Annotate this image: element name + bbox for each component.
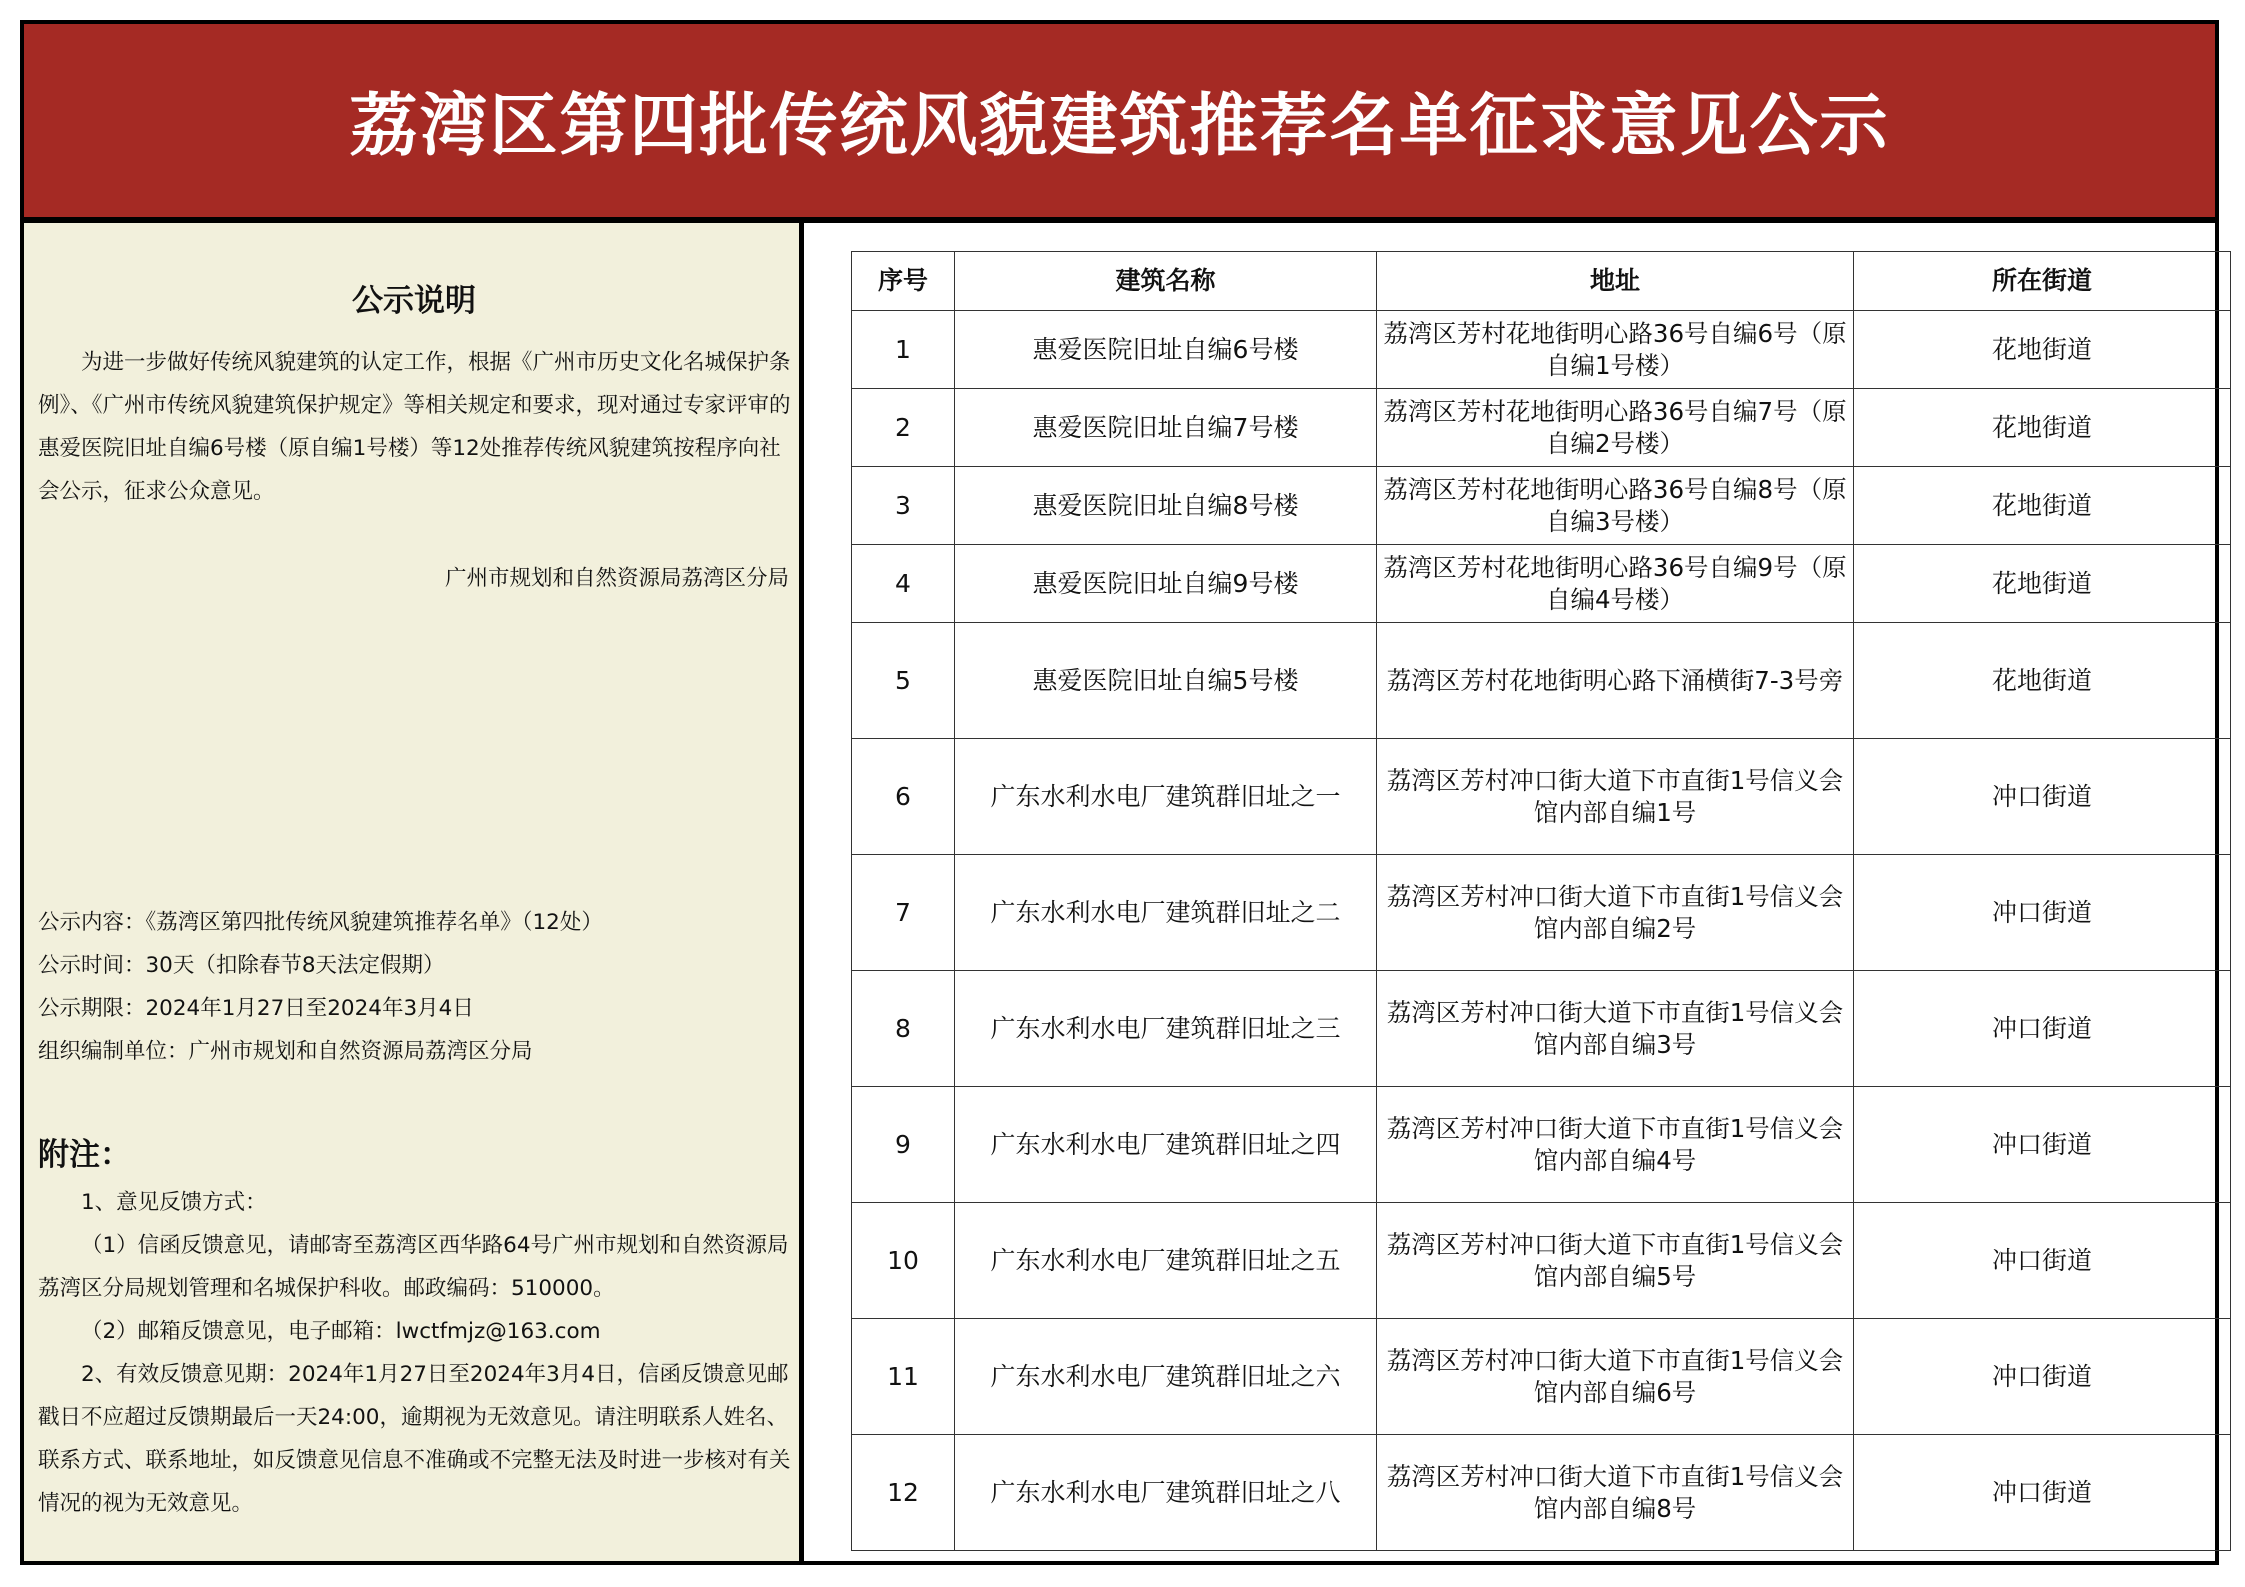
cell-no: 12 [852,1435,955,1551]
cell-address: 荔湾区芳村冲口街大道下市直街1号信义会馆内部自编4号 [1377,1087,1854,1203]
cell-no: 4 [852,545,955,623]
table-row [852,311,2231,389]
title-banner [24,24,2215,223]
note-item: （2）邮箱反馈意见，电子邮箱：lwctfmjz@163.com [81,1319,601,1344]
cell-street: 冲口街道 [1854,855,2231,971]
cell-address: 荔湾区芳村花地街明心路下涌横街7-3号旁 [1377,623,1854,739]
cell-no: 1 [852,311,955,389]
table-row [852,971,2231,1087]
explanation-signer: 广州市规划和自然资源局荔湾区分局 [444,566,789,591]
cell-street: 花地街道 [1854,389,2231,467]
info-time: 公示时间：30天（扣除春节8天法定假期） [38,953,445,978]
header-no: 序号 [852,252,955,311]
cell-street: 花地街道 [1854,311,2231,389]
table-row [852,545,2231,623]
cell-name: 广东水利水电厂建筑群旧址之二 [955,855,1377,971]
cell-address: 荔湾区芳村花地街明心路36号自编6号（原自编1号楼） [1377,311,1854,389]
notes-list [38,1181,796,1525]
cell-name: 惠爱医院旧址自编6号楼 [955,311,1377,389]
cell-name: 惠爱医院旧址自编5号楼 [955,623,1377,739]
list-panel [809,223,2215,1561]
cell-no: 6 [852,739,955,855]
cell-name: 广东水利水电厂建筑群旧址之四 [955,1087,1377,1203]
cell-address: 荔湾区芳村冲口街大道下市直街1号信义会馆内部自编5号 [1377,1203,1854,1319]
info-content: 公示内容：《荔湾区第四批传统风貌建筑推荐名单》（12处） [38,910,603,935]
cell-no: 2 [852,389,955,467]
table-row [852,855,2231,971]
table-row [852,389,2231,467]
cell-name: 广东水利水电厂建筑群旧址之八 [955,1435,1377,1551]
publicity-info [38,901,603,1073]
header-address: 地址 [1377,252,1854,311]
cell-no: 7 [852,855,955,971]
explanation-panel [24,223,804,1561]
table-row [852,623,2231,739]
cell-no: 9 [852,1087,955,1203]
cell-name: 惠爱医院旧址自编9号楼 [955,545,1377,623]
cell-street: 冲口街道 [1854,1087,2231,1203]
cell-address: 荔湾区芳村冲口街大道下市直街1号信义会馆内部自编1号 [1377,739,1854,855]
cell-street: 冲口街道 [1854,739,2231,855]
info-organizer: 组织编制单位：广州市规划和自然资源局荔湾区分局 [38,1039,533,1064]
cell-street: 冲口街道 [1854,971,2231,1087]
cell-no: 5 [852,623,955,739]
note-item: 1、意见反馈方式： [81,1190,267,1215]
cell-street: 花地街道 [1854,545,2231,623]
cell-name: 惠爱医院旧址自编8号楼 [955,467,1377,545]
header-street: 所在街道 [1854,252,2231,311]
note-item: （1）信函反馈意见，请邮寄至荔湾区西华路64号广州市规划和自然资源局荔湾区分局规划管理和名城保护科收。邮政编码：510000。 [38,1233,789,1301]
page-title: 荔湾区第四批传统风貌建筑推荐名单征求意见公示 [349,87,1890,166]
cell-no: 8 [852,971,955,1087]
header-name: 建筑名称 [955,252,1377,311]
cell-name: 广东水利水电厂建筑群旧址之三 [955,971,1377,1087]
cell-street: 花地街道 [1854,467,2231,545]
cell-no: 11 [852,1319,955,1435]
table-row [852,1087,2231,1203]
cell-address: 荔湾区芳村冲口街大道下市直街1号信义会馆内部自编2号 [1377,855,1854,971]
cell-street: 冲口街道 [1854,1203,2231,1319]
table-header-row [852,252,2231,311]
explanation-heading: 公示说明 [352,283,476,319]
cell-address: 荔湾区芳村花地街明心路36号自编7号（原自编2号楼） [1377,389,1854,467]
cell-street: 冲口街道 [1854,1435,2231,1551]
table-row [852,467,2231,545]
table-body [852,311,2231,1551]
cell-street: 花地街道 [1854,623,2231,739]
table-row [852,1319,2231,1435]
cell-name: 广东水利水电厂建筑群旧址之一 [955,739,1377,855]
cell-address: 荔湾区芳村冲口街大道下市直街1号信义会馆内部自编3号 [1377,971,1854,1087]
table-row [852,1435,2231,1551]
info-period: 公示期限：2024年1月27日至2024年3月4日 [38,996,474,1021]
cell-no: 3 [852,467,955,545]
poster-frame [20,20,2219,1565]
notes-heading: 附注： [38,1137,131,1173]
cell-name: 广东水利水电厂建筑群旧址之六 [955,1319,1377,1435]
building-table [851,251,2231,1551]
note-item: 2、有效反馈意见期：2024年1月27日至2024年3月4日，信函反馈意见邮戳日不应超过反馈期最后一天24:00，逾期视为无效意见。请注明联系人姓名、联系方式、联系地址，如反馈意见信息不准确或不完整无法及时进一步核对有关情况的视为无效意见。 [38,1362,791,1516]
cell-name: 广东水利水电厂建筑群旧址之五 [955,1203,1377,1319]
cell-street: 冲口街道 [1854,1319,2231,1435]
cell-address: 荔湾区芳村花地街明心路36号自编9号（原自编4号楼） [1377,545,1854,623]
cell-no: 10 [852,1203,955,1319]
cell-name: 惠爱医院旧址自编7号楼 [955,389,1377,467]
cell-address: 荔湾区芳村冲口街大道下市直街1号信义会馆内部自编6号 [1377,1319,1854,1435]
table-row [852,739,2231,855]
explanation-body: 为进一步做好传统风貌建筑的认定工作，根据《广州市历史文化名城保护条例》、《广州市传统风貌建筑保护规定》等相关规定和要求，现对通过专家评审的惠爱医院旧址自编6号楼（原自编1号楼）等12处推荐传统风貌建筑按程序向社会公示，征求公众意见。 [38,350,791,504]
cell-address: 荔湾区芳村冲口街大道下市直街1号信义会馆内部自编8号 [1377,1435,1854,1551]
cell-address: 荔湾区芳村花地街明心路36号自编8号（原自编3号楼） [1377,467,1854,545]
table-row [852,1203,2231,1319]
